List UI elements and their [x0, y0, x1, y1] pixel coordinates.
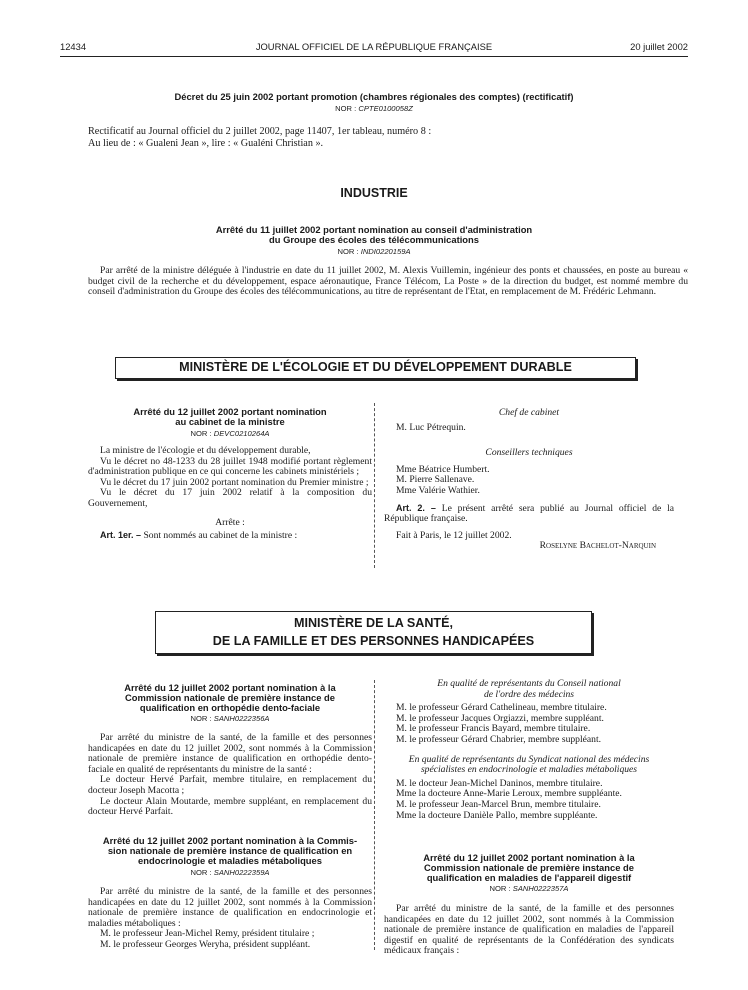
ecologie-left-body — [88, 446, 372, 542]
sante-a2-body — [88, 887, 372, 951]
decret1-line2: Au lieu de : « Gualeni Jean », lire : « Gualéni Christian ». — [88, 138, 324, 149]
sante-a2-title-line1: Arrêté du 12 juillet 2002 portant nomination à la Commis- — [102, 835, 358, 846]
sante-a2-member: M. le professeur Jean-Michel Remy, président titulaire ; — [100, 928, 315, 940]
syndicat-member: M. le professeur Jean-Marcel Brun, membre titulaire. — [396, 798, 601, 810]
sante-a2-nor: NOR : SANH0222359A — [190, 868, 270, 877]
sante-a3-title-line3: qualification en maladies de l'appareil digestif — [426, 872, 632, 884]
sante-a2-member: M. le professeur Georges Weryha, président suppléant. — [100, 938, 311, 950]
sante-a2-p1: Par arrêté du ministre de la santé, de la famille et des personnes handicapées en date du 12 juillet 2002, sont nommés à la Commission nationale de première instance de qualification en endocrinologie et maladies métaboliques : — [88, 886, 372, 929]
page-number: 12434 — [60, 41, 87, 52]
conseillers-list — [384, 465, 674, 497]
sante-a3-title-line1: Arrêté du 12 juillet 2002 portant nomination à la — [423, 852, 635, 863]
sante-a3-nor: NOR : SANH0222357A — [489, 884, 569, 893]
syndicat-members — [384, 779, 674, 821]
conseiller-item: Mme Valérie Wathier. — [396, 484, 480, 496]
sante-right-body — [384, 679, 674, 821]
conseiller-item: M. Pierre Sallenave. — [396, 474, 475, 486]
conseiller-item: Mme Béatrice Humbert. — [396, 463, 490, 475]
sante-a1-title-line2: Commission nationale de première instance de — [125, 692, 335, 704]
industrie-title — [60, 225, 688, 245]
chef-name: M. Luc Pétrequin. — [396, 421, 466, 433]
syndicat-heading-line2: spécialistes en endocrinologie et maladies métaboliques — [420, 764, 638, 776]
sante-a1-body — [88, 733, 372, 818]
sante-a3-title — [384, 853, 674, 884]
sante-a1-nor: NOR : SANH0222356A — [190, 714, 270, 723]
section-sante-line1: MINISTÈRE DE LA SANTÉ, — [293, 616, 454, 630]
ecologie-column-separator — [374, 403, 375, 568]
decret1-title: Décret du 25 juin 2002 portant promotion (chambres régionales des comptes) (rectificatif) — [174, 91, 574, 102]
ecologie-signature: Roselyne Bachelot-Narquin — [539, 540, 656, 552]
ecologie-nor: NOR : DEVC0210264A — [190, 429, 270, 438]
ecologie-fait: Fait à Paris, le 12 juillet 2002. — [396, 529, 512, 541]
industrie-title-line1: Arrêté du 11 juillet 2002 portant nomination au conseil d'administration — [215, 224, 533, 235]
ecologie-p4: Vu le décret du 17 juin 2002 relatif à la composition du Gouvernement, — [88, 487, 372, 509]
sante-a1-title — [88, 683, 372, 714]
sante-column-separator — [374, 680, 375, 950]
sante-a3-p1: Par arrêté du ministre de la santé, de la famille et des personnes handicapées en date du 12 juillet 2002, sont nommés à la Commission nationale de première instance de qualification en maladies de l'appareil digestif en qualité de représentants de la Confédération des syndicats médicaux français : — [384, 903, 674, 957]
journal-title: JOURNAL OFFICIEL DE LA RÉPUBLIQUE FRANÇAISE — [255, 41, 493, 52]
ecologie-p1: La ministre de l'écologie et du développement durable, — [100, 445, 311, 456]
industrie-body: Par arrêté de la ministre déléguée à l'industrie en date du 11 juillet 2002, M. Alexis Vuillemin, ingénieur des ponts et chaussées, en poste au bureau « budget civil de la recherche et du développement, espace aéronautique, France Télécom, La Poste » de la direction du budget, est nommé membre du conseil d'administration du Groupe des écoles des télécommunications, au titre de représentant de l'Etat, en remplacement de M. Frédéric Lehmann. — [88, 265, 688, 298]
section-ecologie: MINISTÈRE DE L'ÉCOLOGIE ET DU DÉVELOPPEMENT DURABLE — [115, 357, 636, 379]
conseil-heading-line2: de l'ordre des médecins — [483, 688, 575, 700]
ecologie-title-line2: au cabinet de la ministre — [175, 416, 285, 428]
header-rule — [60, 56, 688, 57]
sante-a1-title-line3: qualification en orthopédie dento-faciale — [139, 702, 321, 714]
conseil-member: M. le professeur Gérard Chabrier, membre suppléant. — [396, 733, 602, 745]
industrie-title-line2: du Groupe des écoles des télécommunications — [269, 234, 479, 246]
ecologie-arrete: Arrête : — [215, 516, 245, 528]
ecologie-p3: Vu le décret du 17 juin 2002 portant nomination du Premier ministre ; — [100, 476, 369, 488]
section-industrie: INDUSTRIE — [340, 186, 408, 200]
sante-a1-title-line1: Arrêté du 12 juillet 2002 portant nomination à la — [124, 682, 336, 693]
syndicat-heading-line1: En qualité de représentants du Syndicat national des médecins — [408, 753, 650, 765]
decret1-nor: NOR : CPTE0100058Z — [335, 104, 413, 113]
conseillers-heading: Conseillers techniques — [485, 447, 573, 459]
industrie-nor: NOR : INDI0220159A — [337, 247, 411, 256]
sante-a2-title — [88, 836, 372, 867]
syndicat-member: Mme la docteure Danièle Pallo, membre suppléante. — [396, 809, 598, 821]
conseil-member: M. le professeur Gérard Cathelineau, membre titulaire. — [396, 702, 607, 714]
chef-heading: Chef de cabinet — [498, 407, 560, 418]
sante-a1-p1: Par arrêté du ministre de la santé, de la famille et des personnes handicapées en date du 12 juillet 2002, sont nommés à la Commission nationale de première instance de qualification en orthopédie dento-faciale en qualité de représentants du ministre de la santé : — [88, 732, 372, 775]
conseil-member: M. le professeur Francis Bayard, membre titulaire. — [396, 723, 591, 735]
ecologie-right-body — [384, 408, 674, 552]
sante-a1-p2: Le docteur Hervé Parfait, membre titulaire, en remplacement du docteur Joseph Macotta ; — [88, 774, 372, 796]
ecologie-art2: Art. 2. – Le présent arrêté sera publié au Journal officiel de la République française. — [384, 502, 674, 525]
ecologie-title — [88, 407, 372, 427]
syndicat-member: M. le docteur Jean-Michel Daninos, membre titulaire. — [396, 777, 603, 789]
conseil-heading-line1: En qualité de représentants du Conseil national — [437, 678, 621, 689]
conseil-member: M. le professeur Jacques Orgiazzi, membre suppléant. — [396, 712, 604, 724]
syndicat-member: Mme la docteure Anne-Marie Leroux, membre suppléante. — [396, 788, 622, 800]
sante-a2-title-line2: sion nationale de première instance de qualification en — [107, 845, 353, 857]
conseil-members — [384, 703, 674, 745]
ecologie-p2: Vu le décret no 48-1233 du 28 juillet 1948 modifié portant règlement d'administration publique en ce qui concerne les cabinets ministériels ; — [88, 455, 372, 478]
sante-a1-p3: Le docteur Alain Moutarde, membre suppléant, en remplacement du docteur Hervé Parfait. — [88, 795, 372, 818]
section-sante-line2: DE LA FAMILLE ET DES PERSONNES HANDICAPÉES — [212, 634, 535, 648]
decret1-line1: Rectificatif au Journal officiel du 2 juillet 2002, page 11407, 1er tableau, numéro 8 : — [88, 126, 432, 137]
sante-a2-title-line3: endocrinologie et maladies métaboliques — [138, 855, 322, 867]
section-sante — [155, 611, 592, 654]
sante-a3-title-line2: Commission nationale de première instance de — [424, 862, 634, 874]
decret1-body — [88, 126, 688, 150]
ecologie-title-line1: Arrêté du 12 juillet 2002 portant nomination — [133, 406, 327, 417]
page-date: 20 juillet 2002 — [630, 41, 688, 52]
ecologie-art1: Art. 1er. – Sont nommés au cabinet de la ministre : — [100, 530, 298, 542]
